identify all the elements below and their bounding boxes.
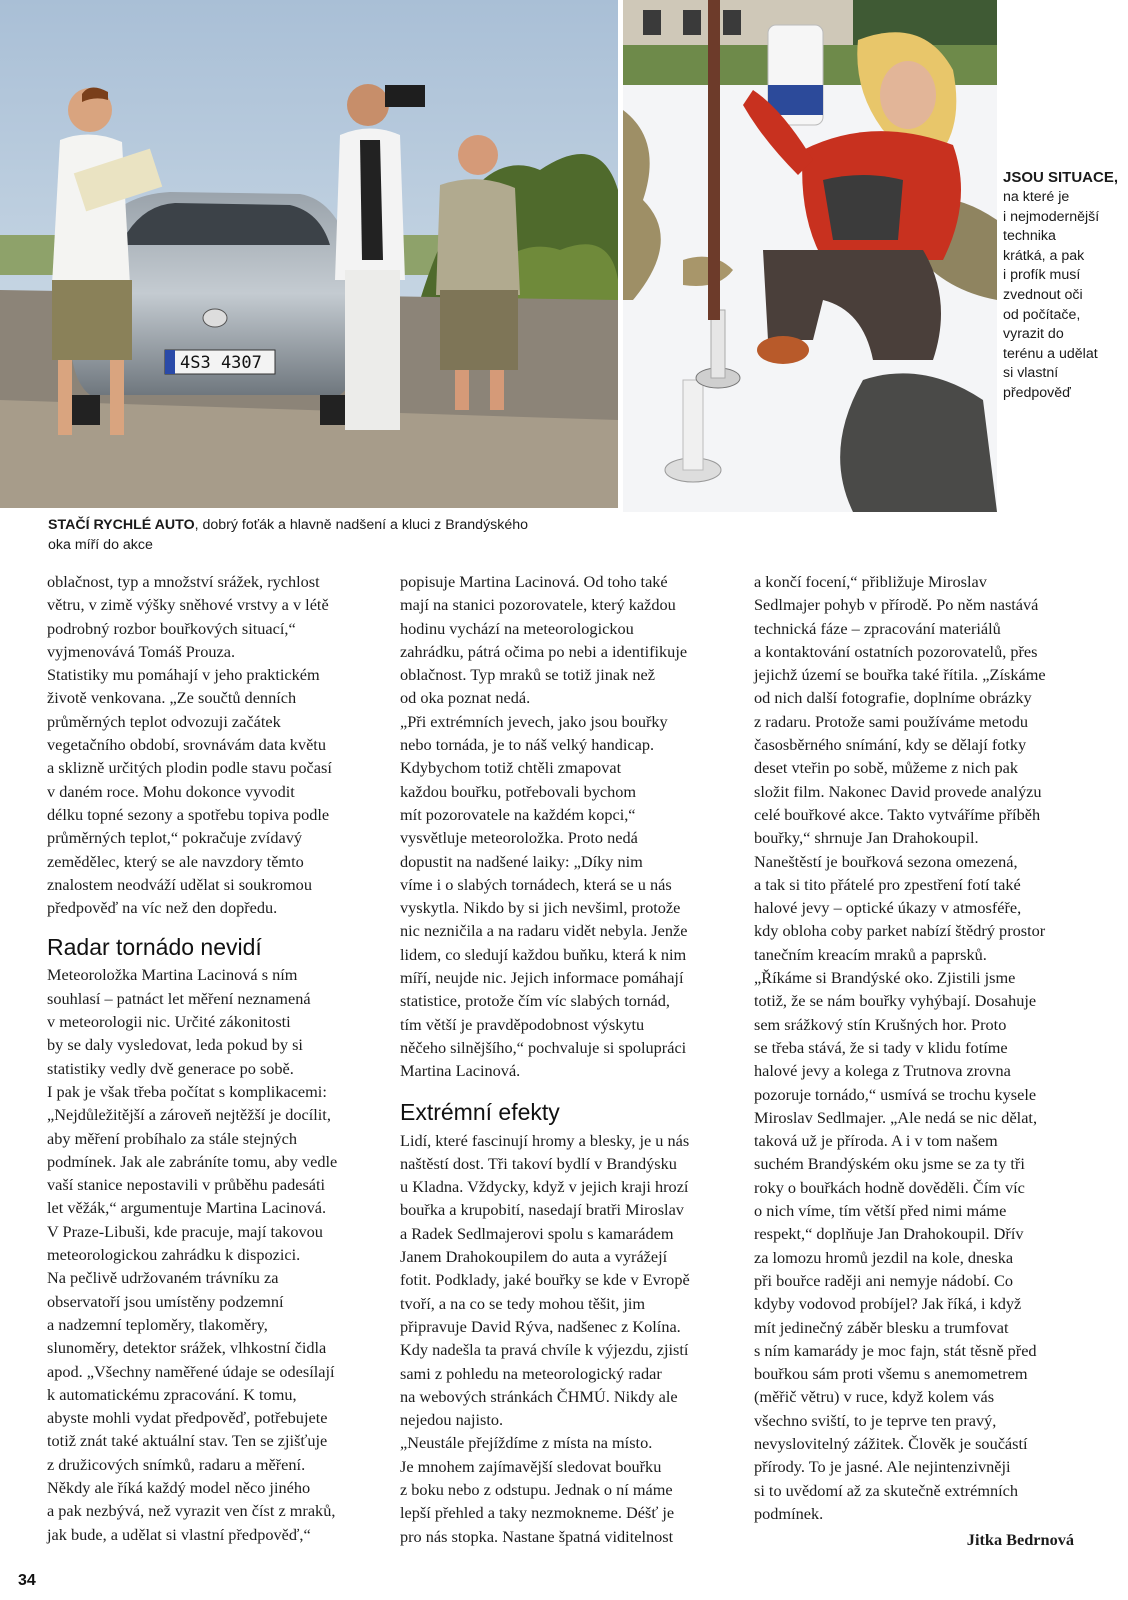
text-line: totiž znát také aktuální stav. Ten se zjišťuje (47, 1431, 328, 1451)
text-line: a nadzemní teploměry, tlakoměry, (47, 1314, 268, 1334)
text-line: znalostem neodváží udělat si soukromou (47, 874, 312, 894)
text-line: zahrádku, pátrá očima po nebi a identifikuje (400, 641, 688, 661)
text-line: o nich víme, tím větší před nimi máme (754, 1201, 1007, 1221)
text-line: souhlasí – patnáct let měření neznamená (47, 988, 311, 1008)
text-line: jak bude, a udělat si vlastní předpověď,“ (47, 1524, 311, 1544)
text-line: celé bouřkové akce. Takto vytváříme příběh (754, 804, 1041, 824)
text-line: Někdy ale říká každý model něco jiného (47, 1477, 311, 1497)
text-line: statistiky vedly dvě generace po sobě. (47, 1058, 294, 1078)
caption-line: si vlastní (1003, 365, 1059, 382)
column-3-paragraphs (754, 570, 1094, 1525)
text-line: životě venkovana. „Ze součtů denních (47, 688, 297, 708)
text-line: lepší přehled a taky nezmokneme. Déšť je (400, 1503, 675, 1523)
text-line: v meteorologii nic. Určité zákonitosti (47, 1012, 291, 1032)
text-line: nejedou najisto. (400, 1410, 504, 1430)
column-1-paragraphs-a (47, 570, 377, 919)
text-line: fotit. Podklady, jaké bouřky se kde v Evropě (400, 1270, 690, 1290)
text-line: Miroslav Sedlmajer. „Ale nedá se nic dělat, (754, 1107, 1038, 1127)
text-line: z družicových snímků, radaru a měření. (47, 1454, 306, 1474)
text-line: naštěstí dost. Tři takoví bydlí v Brandýsku (400, 1153, 677, 1173)
text-line: k automatickému zpracování. K tomu, (47, 1384, 297, 1404)
text-line: každou bouřku, potřebovali bychom (400, 781, 637, 801)
caption-line: i profík musí (1003, 267, 1081, 284)
text-line: let věžák,“ argumentuje Martina Lacinová. (47, 1198, 327, 1218)
text-line: Martina Lacinová. (400, 1061, 521, 1081)
text-line: nevyslovitelný zážitek. Člověk je součástí (754, 1433, 1028, 1453)
caption-line: na které je (1003, 189, 1070, 205)
text-line: pro nás stopka. Nastane špatná viditelnost (400, 1526, 674, 1546)
text-line: tanečním kreacím mraků a paprsků. (754, 944, 987, 964)
text-line: lidem, co sledují každou buňku, která k nim (400, 944, 687, 964)
text-line: kdy obloha coby parket nabízí štědrý prostor (754, 921, 1046, 941)
article-column-2 (400, 570, 732, 1548)
section-heading-radar: Radar tornádo nevidí (47, 934, 262, 961)
left-photo-caption (48, 515, 628, 555)
section-heading-extreme-effects: Extrémní efekty (400, 1098, 560, 1125)
text-line: abyste mohli vydat předpověď, potřebujete (47, 1408, 328, 1428)
text-line: si to uvědomí až za skutečně extrémních (754, 1480, 1019, 1500)
text-line: Kdybychom totiž chtěli zmapovat (400, 758, 622, 778)
left-caption-line2: oka míří do akce (48, 537, 153, 553)
text-line: zemědělec, který se ale navzdory těmto (47, 851, 304, 871)
text-line: něčeho silnějšího,“ pochvaluje si spolupráci (400, 1037, 687, 1057)
text-line: větru, v zimě výšky sněhové vrstvy a v létě (47, 595, 329, 615)
text-line: technická fáze – zpracování materiálů (754, 618, 1001, 638)
text-line: halové jevy – optické úkazy v atmosféře, (754, 898, 1022, 918)
text-line: podmínek. Jak ale zabráníte tomu, aby vedle (47, 1151, 338, 1171)
text-line: podmínek. (754, 1503, 824, 1523)
text-line: Sedlmajer pohyb v přírodě. Po něm nastává (754, 595, 1039, 615)
storm-chasers-photo (0, 0, 618, 508)
text-line: a sklizně určitých plodin podle stavu počasí (47, 758, 332, 778)
text-line: aby měření probíhalo za stále stejných (47, 1128, 298, 1148)
text-line: observatoří jsou umístěny podzemní (47, 1291, 284, 1311)
text-line: sem srážkový stín Krušných hor. Proto (754, 1014, 1007, 1034)
text-line: a končí focení,“ přibližuje Miroslav (754, 572, 987, 591)
text-line: a kontaktování ostatních pozorovatelů, přes (754, 641, 1038, 661)
text-line: Na pečlivě udržovaném trávníku za (47, 1268, 279, 1288)
text-line: deset vteřin po sobě, můžeme z nich pak (754, 758, 1019, 778)
text-line: „Nejdůležitější a zároveň nejtěžší je docílit, (47, 1105, 331, 1125)
author-name: Jitka Bedrnová (966, 1530, 1074, 1550)
text-line: předpověď na víc než den dopředu. (47, 898, 278, 918)
text-line: respekt,“ doplňuje Jan Drahokoupil. Dřív (754, 1224, 1024, 1244)
text-line: z radaru. Protože sami používáme metodu (754, 711, 1028, 731)
text-line: taková už je příroda. A i v tom našem (754, 1131, 998, 1151)
left-caption-rest: , dobrý foťák a hlavně nadšení a kluci z Brandýského (194, 517, 529, 533)
text-line: V Praze-Libuši, kde pracuje, mají takovou (47, 1221, 323, 1241)
text-line: Statistiky mu pomáhají v jeho praktickém (47, 665, 320, 685)
text-line: připravuje David Rýva, nadšenec z Kolína. (400, 1316, 681, 1336)
text-line: složit film. Nakonec David provede analýzu (754, 781, 1042, 801)
text-line: u Kladna. Vždycky, když v jejich kraji hrozí (400, 1177, 689, 1197)
caption-line: vyrazit do (1003, 326, 1064, 343)
caption-line: předpověď (1003, 384, 1071, 401)
text-line: sami z pohledu na meteorologický radar (400, 1363, 662, 1383)
text-line: délku topné sezony a spotřebu topiva podle (47, 804, 330, 824)
article-column-1 (47, 570, 377, 1546)
text-line: vysvětluje meteoroložka. Proto nedá (400, 828, 638, 848)
right-caption-lead: JSOU SITUACE, (1003, 169, 1119, 186)
column-2-paragraphs-b (400, 1129, 732, 1548)
text-line: z boku nebo z odstupu. Jednak o ní máme (400, 1479, 673, 1499)
caption-line: i nejmodernější (1003, 208, 1100, 225)
right-photo-caption (1003, 168, 1125, 404)
text-line: popisuje Martina Lacinová. Od toho také (400, 572, 668, 591)
text-line: by se daly vysledovat, leda pokud by si (47, 1035, 303, 1055)
text-line: jejichž území se bouřka také řítila. „Získáme (754, 665, 1046, 685)
caption-line: od počítače, (1003, 306, 1081, 323)
text-line: bouřkou sám proti všemu s anemometrem (754, 1364, 1028, 1384)
text-line: na webových stránkách ČHMÚ. Nikdy ale (400, 1386, 678, 1406)
text-line: „Při extrémních jevech, jako jsou bouřky (400, 711, 668, 731)
text-line: v daném roce. Mohu dokonce vyvodit (47, 781, 295, 801)
page-number: 34 (18, 1572, 36, 1589)
meteorologist-snow-photo (623, 0, 997, 512)
text-line: tím větší je pravděpodobnost výskytu (400, 1014, 645, 1034)
text-line: meteorologickou zahrádku k dispozici. (47, 1245, 301, 1265)
caption-line: terénu a udělat (1003, 345, 1098, 362)
license-plate-text: 4S3 4307 (180, 353, 262, 373)
text-line: vyskytla. Nikdo by si jich nevšiml, protože (400, 898, 681, 918)
right-caption-text (1003, 188, 1125, 404)
text-line: dopustit na nadšené laiky: „Díky nim (400, 851, 643, 871)
text-line: Je mnohem zajímavější sledovat bouřku (400, 1456, 662, 1476)
text-line: tvoří, a na co se tedy mohou těšit, jim (400, 1293, 646, 1313)
text-line: oblačnost. Typ mraků se totiž jinak než (400, 665, 655, 685)
text-line: pozoruje tornádo,“ usmívá se trochu kysele (754, 1084, 1037, 1104)
text-line: halové jevy a kolega z Trutnova zrovna (754, 1061, 1011, 1081)
caption-line: krátká, a pak (1003, 247, 1085, 264)
text-line: při bouřce raději ani nemyje nádobí. Co (754, 1270, 1014, 1290)
text-line: totiž, že se nám bouřky vyhýbají. Dosahuje (754, 991, 1037, 1011)
text-line: za lomozu hromů jezdil na kole, dneska (754, 1247, 1014, 1267)
left-caption-lead: STAČÍ RYCHLÉ AUTO (48, 517, 195, 533)
text-line: „Neustále přejíždíme z místa na místo. (400, 1433, 653, 1453)
text-line: se třeba stává, že si tady v klidu fotíme (754, 1037, 1008, 1057)
text-line: víme i o slabých tornádech, která se u nás (400, 874, 672, 894)
text-line: „Říkáme si Brandýské oko. Zjistili jsme (754, 968, 1016, 988)
text-line: oblačnost, typ a množství srážek, rychlost (47, 572, 320, 591)
text-line: I pak je však třeba počítat s komplikacemi: (47, 1081, 327, 1101)
text-line: od nich další fotografie, doplníme obrázky (754, 688, 1032, 708)
text-line: mít jedinečný záběr blesku a trumfovat (754, 1317, 1009, 1337)
text-line: a pak nezbývá, než vyrazit ven číst z mraků, (47, 1501, 336, 1521)
text-line: hodinu vychází na meteorologickou (400, 618, 634, 638)
text-line: bouřka a krupobití, nasedají bratři Miroslav (400, 1200, 684, 1220)
text-line: roky o bouřkách hodně dověděli. Čím víc (754, 1177, 1025, 1197)
column-2-paragraphs-a (400, 570, 732, 1083)
text-line: vyjmenovává Tomáš Prouza. (47, 641, 236, 661)
text-line: Naneštěstí je bouřková sezona omezená, (754, 851, 1018, 871)
article-column-3 (754, 570, 1094, 1551)
text-line: s ním kamarády je moc fajn, stát těsně před (754, 1340, 1037, 1360)
text-line: a tak si tito přátelé pro zpestření fotí také (754, 874, 1021, 894)
text-line: mají na stanici pozorovatele, který každou (400, 595, 676, 615)
caption-line: technika (1003, 228, 1056, 245)
text-line: Meteoroložka Martina Lacinová s ním (47, 965, 298, 985)
text-line: statistice, protože čím víc slabých tornád, (400, 991, 670, 1011)
text-line: slunoměry, detektor srážek, vlhkostní čidla (47, 1338, 327, 1358)
text-line: podrobný rozbor bouřkových situací,“ (47, 618, 296, 638)
text-line: vaší stanice nepostavili v průběhu padesáti (47, 1175, 326, 1195)
text-line: Janem Drahokoupilem do auta a vyrážejí (400, 1247, 668, 1267)
text-line: průměrných teplot,“ pokračuje zvídavý (47, 828, 302, 848)
caption-line: zvednout oči (1003, 286, 1083, 303)
text-line: od oka poznat nedá. (400, 688, 531, 708)
column-1-paragraphs-b (47, 963, 377, 1545)
text-line: přírody. To je jasné. Ale nejintenzivněji (754, 1457, 1011, 1477)
text-line: (měřič větru) v ruce, když kolem vás (754, 1387, 995, 1407)
text-line: průměrných teplot odvozuji začátek (47, 711, 281, 731)
text-line: suchém Brandýském oku jsme se za ty tři (754, 1154, 1025, 1174)
text-line: nic nezničila a na radaru vidět nebyla. Jenže (400, 921, 688, 941)
text-line: vegetačního období, srovnávám data květu (47, 735, 326, 755)
text-line: kdyby vodovod probíjel? Jak říká, i když (754, 1294, 1022, 1314)
text-line: Lidí, které fascinují hromy a blesky, je u nás (400, 1130, 690, 1150)
text-line: časosběrného snímání, kdy se dělají fotky (754, 735, 1027, 755)
text-line: bouřky,“ shrnuje Jan Drahokoupil. (754, 828, 979, 848)
text-line: míří, neujde nic. Jejich informace pomáhají (400, 968, 684, 988)
text-line: Kdy nadešla ta pravá chvíle k výjezdu, zjistí (400, 1340, 689, 1360)
text-line: mít pozorovatele na každém kopci,“ (400, 804, 636, 824)
text-line: a Radek Sedlmajerovi spolu s kamarádem (400, 1223, 674, 1243)
text-line: všechno sviští, to je teprve ten pravý, (754, 1410, 997, 1430)
text-line: apod. „Všechny naměřené údaje se odesílají (47, 1361, 335, 1381)
text-line: nebo tornáda, je to náš velký handicap. (400, 735, 655, 755)
